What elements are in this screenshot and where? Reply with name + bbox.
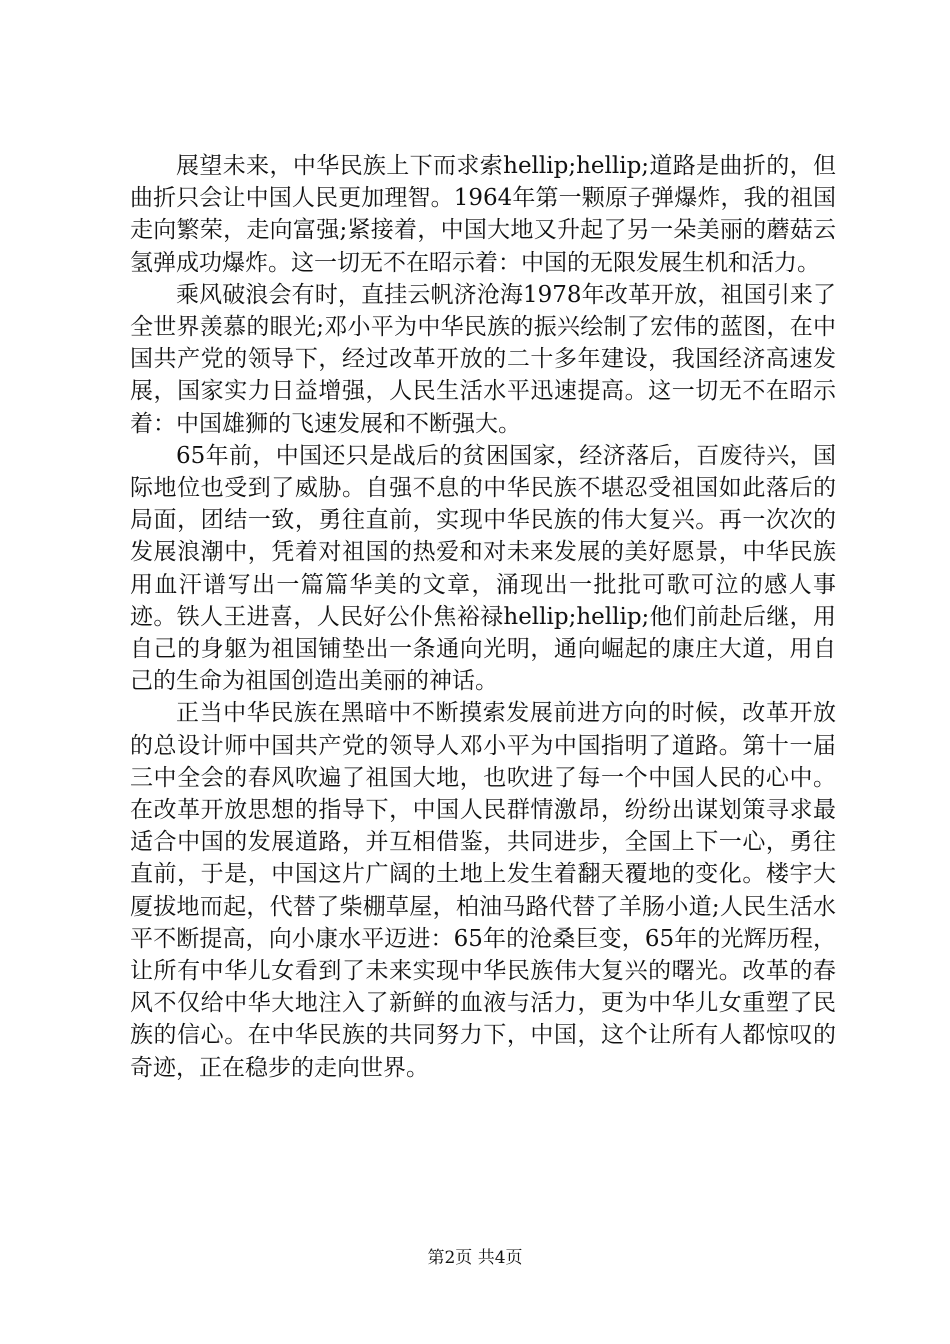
- page-footer: 第2页 共4页: [427, 1248, 523, 1268]
- paragraph-reform: 乘风破浪会有时，直挂云帆济沧海1978年改革开放，祖国引来了全世界羡慕的眼光;邓小平为中华民族的振兴绘制了宏伟的蓝图，在中国共产党的领导下，经过改革开放的二十多年建设，我国经济高速发展，国家实力日益增强，人民生活水平迅速提高。这一切无不在昭示着：中国雄狮的飞速发展和不断强大。: [130, 281, 836, 437]
- document-body: [130, 150, 836, 1084]
- paragraph-development: 正当中华民族在黑暗中不断摸索发展前进方向的时候，改革开放的总设计师中国共产党的领导人邓小平为中国指明了道路。第十一届三中全会的春风吹遍了祖国大地，也吹进了每一个中国人民的心中。在改革开放思想的指导下，中国人民群情激昂，纷纷出谋划策寻求最适合中国的发展道路，并互相借鉴，共同进步，全国上下一心，勇往直前，于是，中国这片广阔的土地上发生着翻天覆地的变化。楼宇大厦拔地而起，代替了柴棚草屋，柏油马路代替了羊肠小道;人民生活水平不断提高，向小康水平迈进：65年的沧桑巨变，65年的光辉历程，让所有中华儿女看到了未来实现中华民族伟大复兴的曙光。改革的春风不仅给中华大地注入了新鲜的血液与活力，更为中华儿女重塑了民族的信心。在中华民族的共同努力下，中国，这个让所有人都惊叹的奇迹，正在稳步的走向世界。: [130, 700, 836, 1081]
- paragraph-history: 65年前，中国还只是战后的贫困国家，经济落后，百废待兴，国际地位也受到了威胁。自强不息的中华民族不堪忍受祖国如此落后的局面，团结一致，勇往直前，实现中华民族的伟大复兴。再一次次的发展浪潮中，凭着对祖国的热爱和对未来发展的美好愿景，中华民族用血汗谱写出一篇篇华美的文章，涌现出一批批可歌可泣的感人事迹。铁人王进喜，人民好公仆焦裕禄hellip;hellip;他们前赴后继，用自己的身躯为祖国铺垫出一条通向光明，通向崛起的康庄大道，用自己的生命为祖国创造出美丽的神话。: [130, 442, 836, 695]
- paragraph-future: 展望未来，中华民族上下而求索hellip;hellip;道路是曲折的，但曲折只会让中国人民更加理智。1964年第一颗原子弹爆炸，我的祖国走向繁荣，走向富强;紧接着，中国大地又升起了另一朵美丽的蘑菇云氢弹成功爆炸。这一切无不在昭示着：中国的无限发展生机和活力。: [130, 153, 836, 276]
